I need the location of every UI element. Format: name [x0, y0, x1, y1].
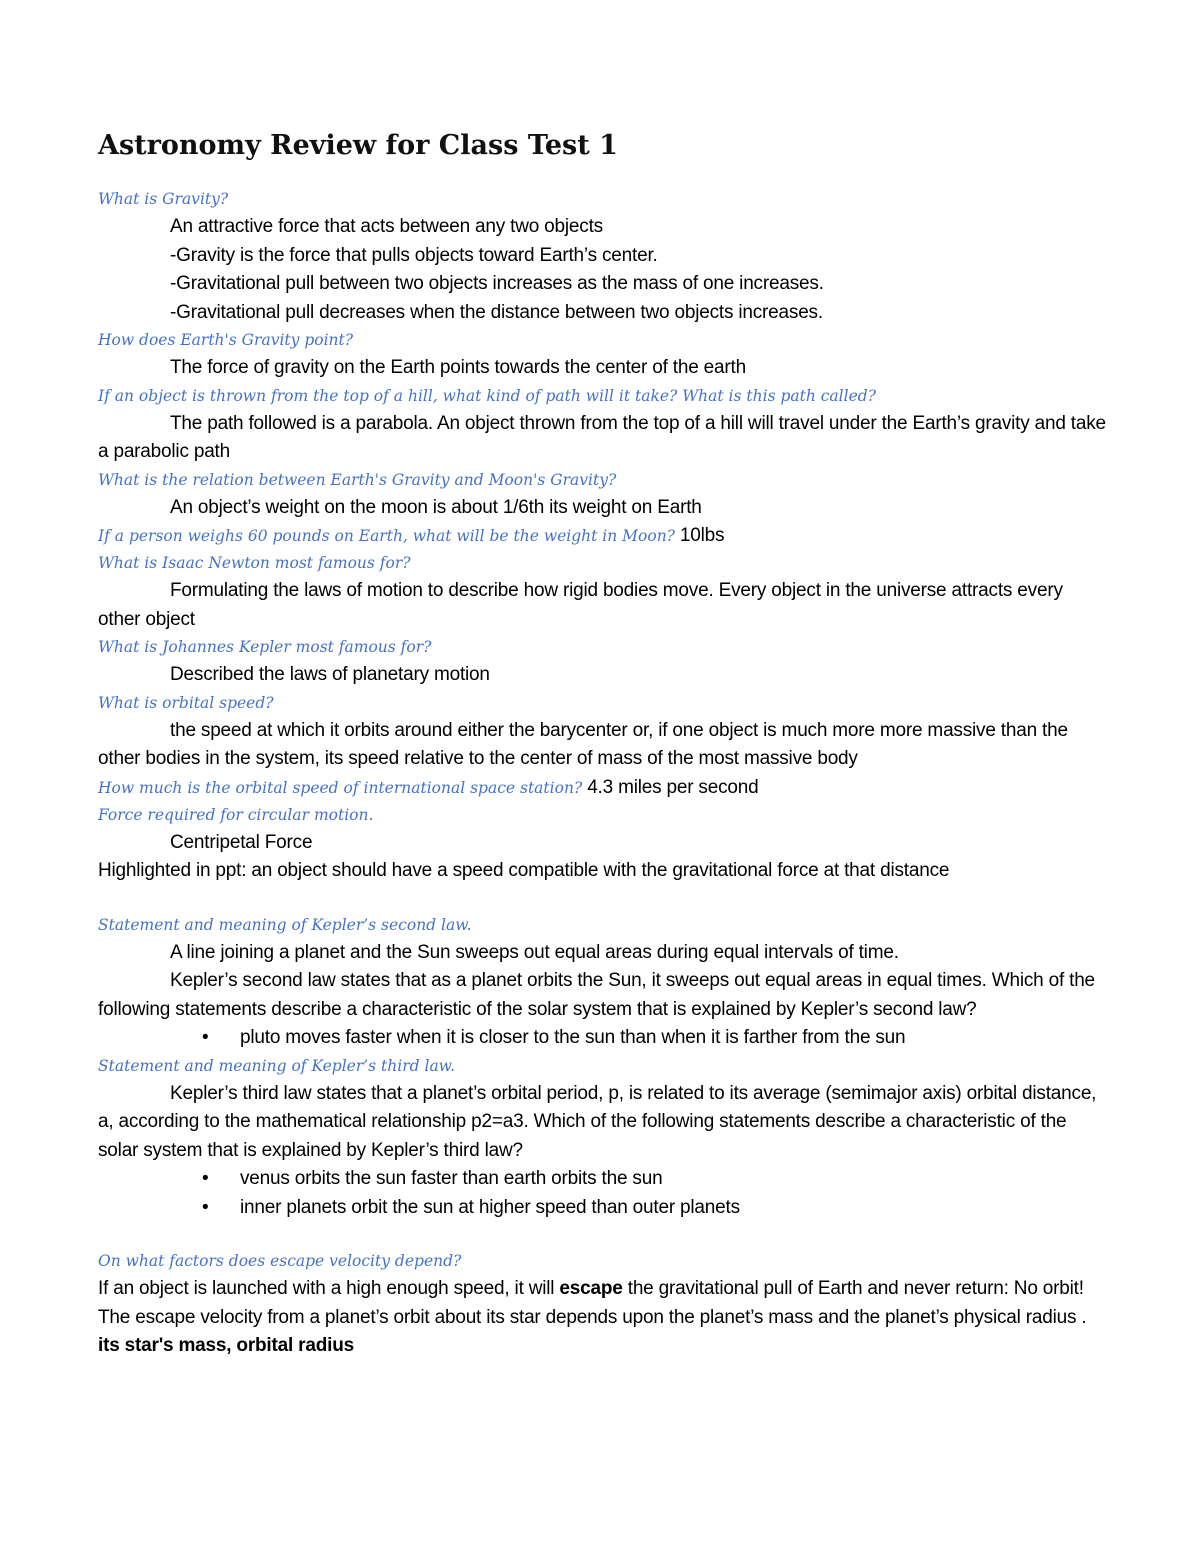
answer-text: The escape velocity from a planet’s orbit about its star depends upon the planet’s mass and the planet’s physical radius . [98, 1306, 1087, 1328]
bullet-list [98, 1024, 1108, 1053]
answer-paragraph: Kepler’s second law states that as a planet orbits the Sun, it sweeps out equal areas in equal times. Which of the following statements describe a characteristic of the solar system that is explained by Kepler’s second law? [98, 970, 1095, 1020]
question-gravity-direction [98, 327, 1108, 383]
question-kepler-second-law [98, 912, 1108, 1053]
answer-paragraph: Formulating the laws of motion to describe how rigid bodies move. Every object in the universe attracts every other object [98, 580, 1063, 630]
answer-text: If an object is launched with a high enough speed, it will [98, 1278, 560, 1299]
answer-line: -Gravity is the force that pulls objects toward Earth’s center. [170, 244, 658, 266]
bullet-icon: • [202, 1196, 209, 1218]
list-item [202, 1194, 1108, 1223]
bold-term: escape [559, 1278, 623, 1299]
question-text: Statement and meaning of Kepler’s third law. [98, 1056, 456, 1075]
question-with-inline-answer [98, 774, 1108, 802]
question-kepler-third-law [98, 1053, 1108, 1223]
list-item-text: pluto moves faster when it is closer to the sun than when it is farther from the sun [240, 1027, 906, 1048]
document-title: Astronomy Review for Class Test 1 [98, 130, 618, 161]
question-gravity [98, 186, 1108, 327]
answer-paragraph: The path followed is a parabola. An object thrown from the top of a hill will travel under the Earth’s gravity and take a parabolic path [98, 412, 1106, 462]
highlighted-note: Highlighted in ppt: an object should have a speed compatible with the gravitational force at that distance [98, 860, 950, 881]
question-text: Force required for circular motion. [98, 805, 374, 824]
question-text: Statement and meaning of Kepler’s second law. [98, 915, 472, 934]
document-page [98, 128, 1108, 1361]
answer-paragraph [98, 1304, 1108, 1361]
question-text: What is Johannes Kepler most famous for? [98, 638, 432, 656]
question-text: What is orbital speed? [98, 693, 274, 712]
question-circular-motion [98, 802, 1108, 886]
answer-text: the gravitational pull of Earth and never return: No orbit! [622, 1278, 1084, 1299]
question-text: On what factors does escape velocity depend? [98, 1252, 462, 1270]
answer-line: The force of gravity on the Earth points towards the center of the earth [170, 357, 746, 378]
question-text: What is the relation between Earth's Gravity and Moon's Gravity? [98, 470, 617, 489]
answer-line: -Gravitational pull decreases when the distance between two objects increases. [170, 301, 823, 323]
question-text: If a person weighs 60 pounds on Earth, what will be the weight in Moon? [98, 527, 675, 545]
answer-line: A line joining a planet and the Sun sweeps out equal areas during equal intervals of time. [170, 941, 899, 963]
question-iss-speed [98, 774, 1108, 802]
question-text: If an object is thrown from the top of a hill, what kind of path will it take? What is this path called? [98, 386, 876, 405]
list-item [202, 1165, 1108, 1194]
answer-line: Described the laws of planetary motion [170, 664, 490, 685]
answer-paragraph: Kepler’s third law states that a planet’s orbital period, p, is related to its average (semimajor axis) orbital distance, a, according to the mathematical relationship p2=a3. Which of the following statements describe a characteristic of the solar system that is explained by Kepler’s third law? [98, 1082, 1097, 1161]
question-kepler [98, 634, 1108, 690]
bold-answer: its star's mass, orbital radius [98, 1335, 354, 1356]
question-text: How does Earth's Gravity point? [98, 331, 354, 349]
spacer [98, 886, 1108, 912]
question-moon-weight [98, 522, 1108, 550]
question-text: What is Gravity? [98, 190, 229, 208]
answer-paragraph [98, 1275, 1108, 1304]
answer-line: Centripetal Force [170, 831, 313, 853]
answer-paragraph: the speed at which it orbits around either the barycenter or, if one object is much more more massive than the other bodies in the system, its speed relative to the center of mass of the most massive body [98, 719, 1068, 769]
bullet-list [98, 1165, 1108, 1222]
answer-line: An attractive force that acts between any two objects [170, 216, 603, 237]
bullet-icon: • [202, 1168, 209, 1189]
question-text: What is Isaac Newton most famous for? [98, 554, 411, 572]
question-with-inline-answer [98, 522, 1108, 550]
bullet-icon: • [202, 1027, 209, 1048]
question-escape-velocity [98, 1248, 1108, 1361]
answer-line: -Gravitational pull between two objects increases as the mass of one increases. [170, 273, 824, 294]
question-orbital-speed [98, 690, 1108, 774]
question-newton [98, 550, 1108, 634]
answer-line: An object’s weight on the moon is about 1/6th its weight on Earth [170, 496, 702, 518]
inline-answer: 4.3 miles per second [587, 776, 759, 798]
spacer [98, 1222, 1108, 1248]
list-item [202, 1024, 1108, 1053]
list-item-text: venus orbits the sun faster than earth orbits the sun [240, 1168, 663, 1189]
inline-answer: 10lbs [679, 525, 725, 546]
question-thrown-object-path [98, 383, 1108, 467]
question-earth-moon-gravity [98, 467, 1108, 523]
list-item-text: inner planets orbit the sun at higher speed than outer planets [240, 1196, 740, 1218]
question-text: How much is the orbital speed of international space station? [98, 778, 583, 797]
